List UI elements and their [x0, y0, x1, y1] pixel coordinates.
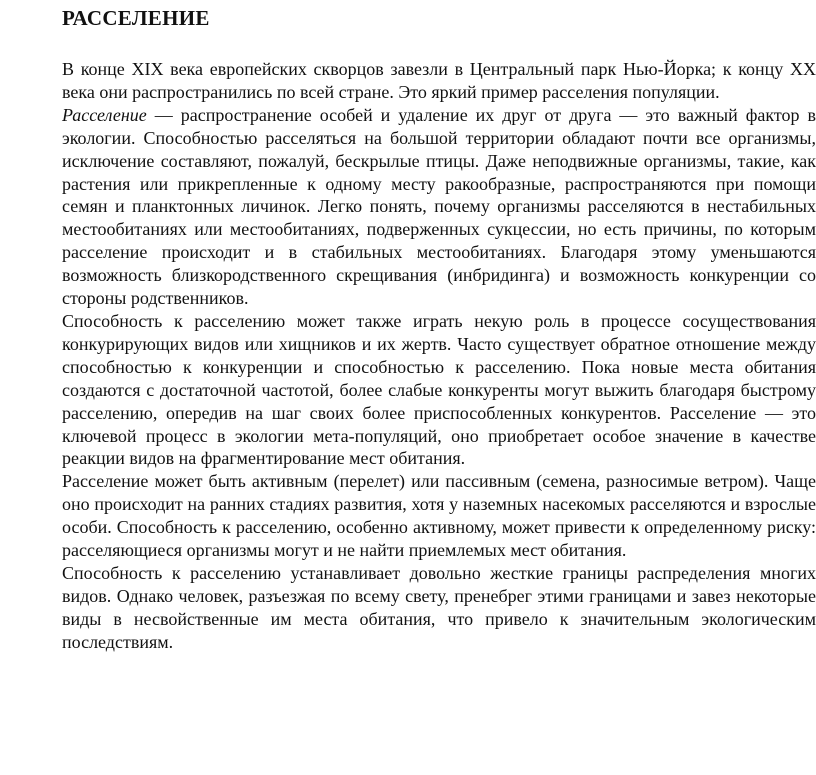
paragraph-boundaries: Способность к расселению устанавливает довольно жесткие границы распределения многих видов. Однако человек, разъезжая по всему свету, пренебрег этими границами и завез некоторые виды в несвойственные им места обитания, что привело к значительным экологическим последствиям.	[62, 562, 816, 652]
definition-text: — распространение особей и удаление их друг от друга — это важный фактор в экологии. Способностью расселяться на большой территории обладают почти все организмы, исключение составляют, пожалуй, бескрылые птицы. Даже неподвижные организмы, такие, как растения или прикрепленные к одному месту ракообразные, распространяются при помощи семян и планктонных личинок. Легко понять, почему организмы расселяются в нестабильных местообитаниях или местообитаниях, подверженных сукцессии, но есть причины, по которым расселение происходит и в стабильных местообитаниях. Благодаря этому уменьшаются возможность близкородственного скрещивания (инбридинга) и возможность конкуренции со стороны родственников.	[62, 104, 816, 309]
document-page	[62, 0, 816, 654]
definition-paragraph	[62, 104, 816, 310]
intro-paragraph: В конце XIX века европейских скворцов завезли в Центральный парк Нью-Йорка; к концу XX века они распространились по всей стране. Это яркий пример расселения популяции.	[62, 59, 816, 102]
paragraph-active-passive: Расселение может быть активным (перелет) или пассивным (семена, разносимые ветром). Чаще оно происходит на ранних стадиях развития, хотя у наземных насекомых расселяются и взрослые особи. Способность к расселению, особенно активному, может привести к определенному риску: расселяющиеся организмы могут и не найти приемлемых мест обитания.	[62, 471, 816, 561]
definition-term: Расселение	[62, 104, 147, 125]
document-title: РАССЕЛЕНИЕ	[62, 6, 210, 30]
paragraph-competition: Способность к расселению может также играть некую роль в процессе сосуществования конкурирующих видов или хищников и их жертв. Часто существует обратное отношение между способностью к конкуренции и способностью к расселению. Пока новые места обитания создаются с достаточной частотой, более слабые конкуренты могут выжить благодаря быстрому расселению, опередив на шаг своих более приспособленных конкурентов. Расселение — это ключевой процесс в экологии мета-популяций, оно приобретает особое значение в качестве реакции видов на фрагментирование мест обитания.	[62, 310, 816, 469]
document-body	[62, 58, 816, 654]
